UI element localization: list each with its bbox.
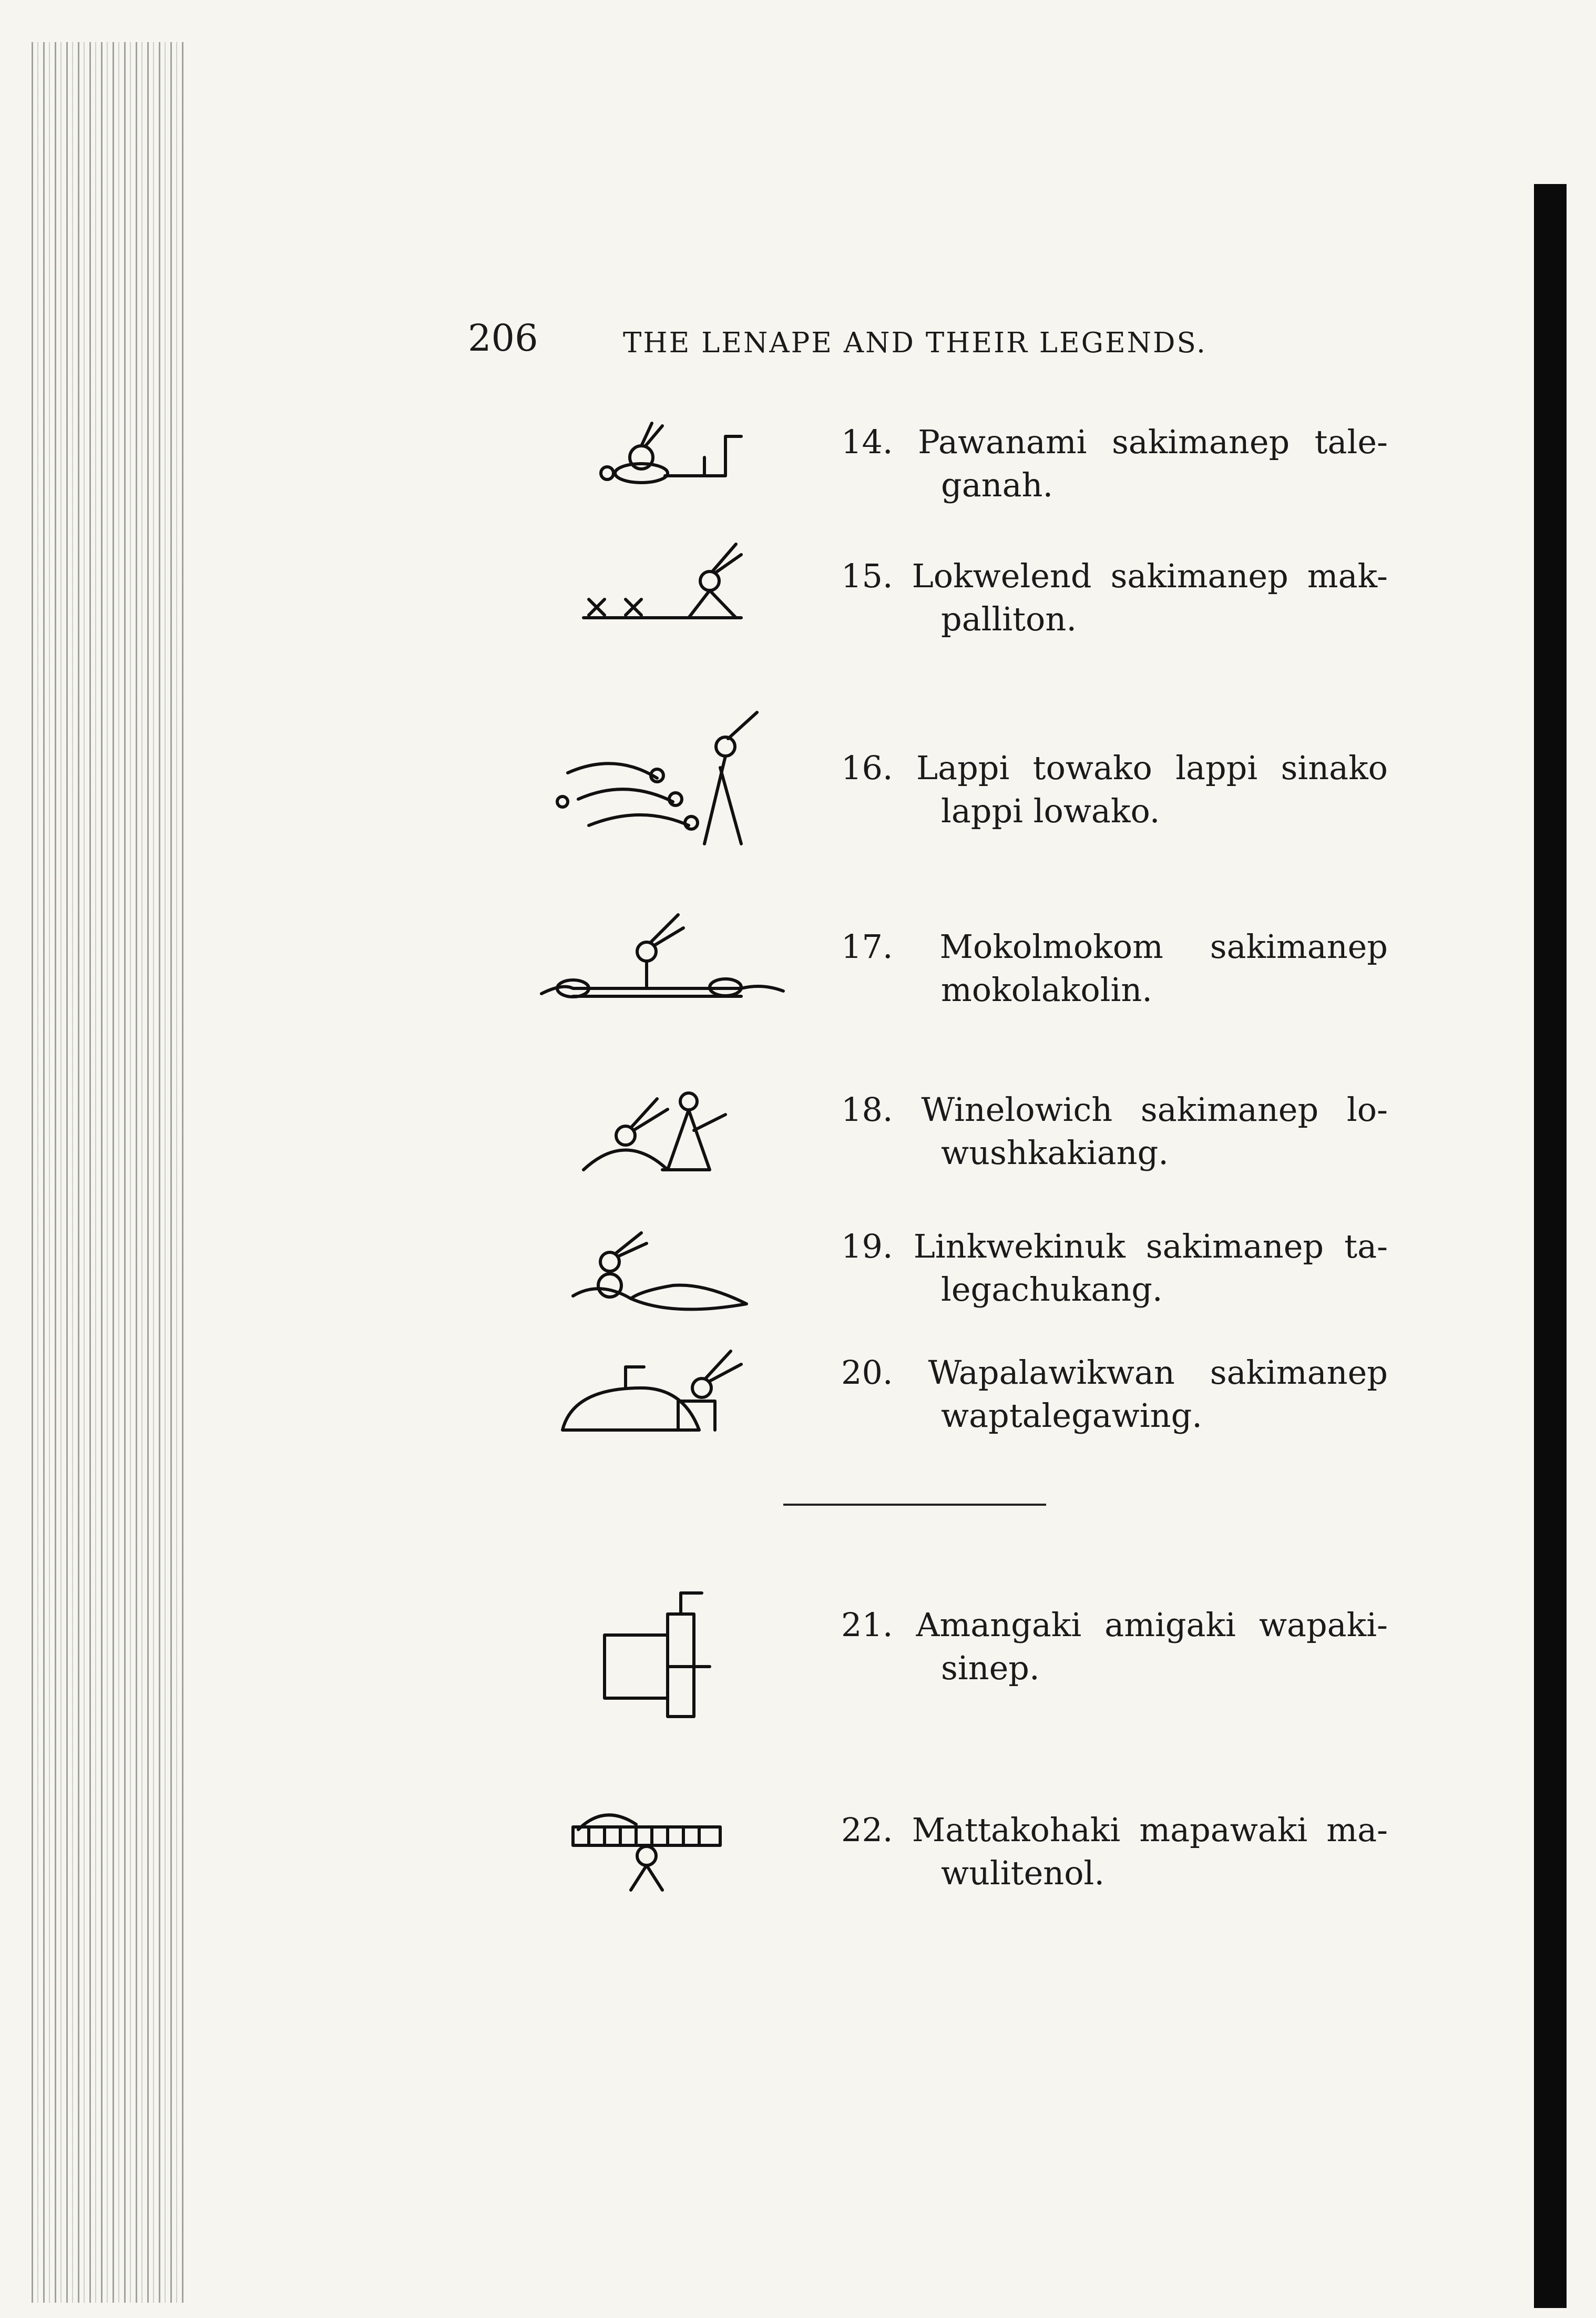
verse-number: 22. — [841, 1811, 893, 1849]
figure-under-bar-symbol-icon — [568, 1798, 725, 1893]
page-number: 206 — [468, 316, 538, 360]
verse-text: Mokolmokom sakimanep — [939, 927, 1388, 966]
verse-16 — [841, 747, 1388, 833]
verse-number: 16. — [841, 749, 893, 787]
verse-text: Linkwekinuk sakimanep ta- — [913, 1227, 1388, 1265]
squares-symbol-icon — [599, 1582, 725, 1719]
verse-continuation: legachukang. — [941, 1270, 1163, 1309]
verse-20 — [841, 1351, 1388, 1437]
verse-continuation: wushkakiang. — [941, 1133, 1169, 1172]
verse-text: Lokwelend sakimanep mak- — [912, 557, 1388, 595]
verse-continuation: waptalegawing. — [941, 1396, 1202, 1435]
verse-number: 18. — [841, 1090, 893, 1129]
verse-19 — [841, 1225, 1388, 1311]
chief-on-canoe-symbol-icon — [541, 910, 783, 1004]
verse-18 — [841, 1088, 1388, 1175]
verse-21 — [841, 1604, 1388, 1690]
verse-continuation: sinep. — [941, 1648, 1040, 1687]
verse-continuation: mokolakolin. — [941, 970, 1153, 1009]
verse-number: 20. — [841, 1353, 893, 1392]
verse-text: Pawanami sakimanep tale- — [918, 423, 1388, 461]
verse-text: Wapalawikwan sakimanep — [928, 1353, 1388, 1392]
verse-number: 15. — [841, 557, 893, 595]
verse-number: 17. — [841, 927, 893, 966]
verse-text: Winelowich sakimanep lo- — [921, 1090, 1388, 1129]
running-head: THE LENAPE AND THEIR LEGENDS. — [623, 327, 1207, 359]
scanned-gutter-edge — [32, 42, 184, 2303]
chief-with-crosses-symbol-icon — [584, 542, 746, 620]
chief-with-figure-symbol-icon — [584, 1083, 741, 1172]
verse-number: 21. — [841, 1606, 893, 1644]
verse-number: 14. — [841, 423, 893, 461]
verse-continuation: palliton. — [941, 599, 1077, 638]
verse-17 — [841, 925, 1388, 1012]
chief-with-hill-symbol-icon — [568, 1225, 752, 1320]
verse-continuation: lappi lowako. — [941, 791, 1160, 830]
verse-15 — [841, 555, 1388, 641]
verse-number: 19. — [841, 1227, 893, 1265]
three-warriors-symbol-icon — [552, 710, 762, 846]
verse-14 — [841, 421, 1388, 507]
verse-continuation: wulitenol. — [941, 1853, 1105, 1892]
section-divider — [783, 1504, 1046, 1506]
verse-22 — [841, 1809, 1388, 1895]
verse-text: Lappi towako lappi sinako — [916, 749, 1388, 787]
chief-beside-fire-symbol-icon — [584, 415, 741, 489]
book-spine-shadow — [1534, 184, 1567, 2308]
chief-with-house-symbol-icon — [562, 1346, 746, 1435]
verse-text: Amangaki amigaki wapaki- — [916, 1606, 1388, 1644]
verse-text: Mattakohaki mapawaki ma- — [912, 1811, 1388, 1849]
verse-continuation: ganah. — [941, 465, 1053, 504]
